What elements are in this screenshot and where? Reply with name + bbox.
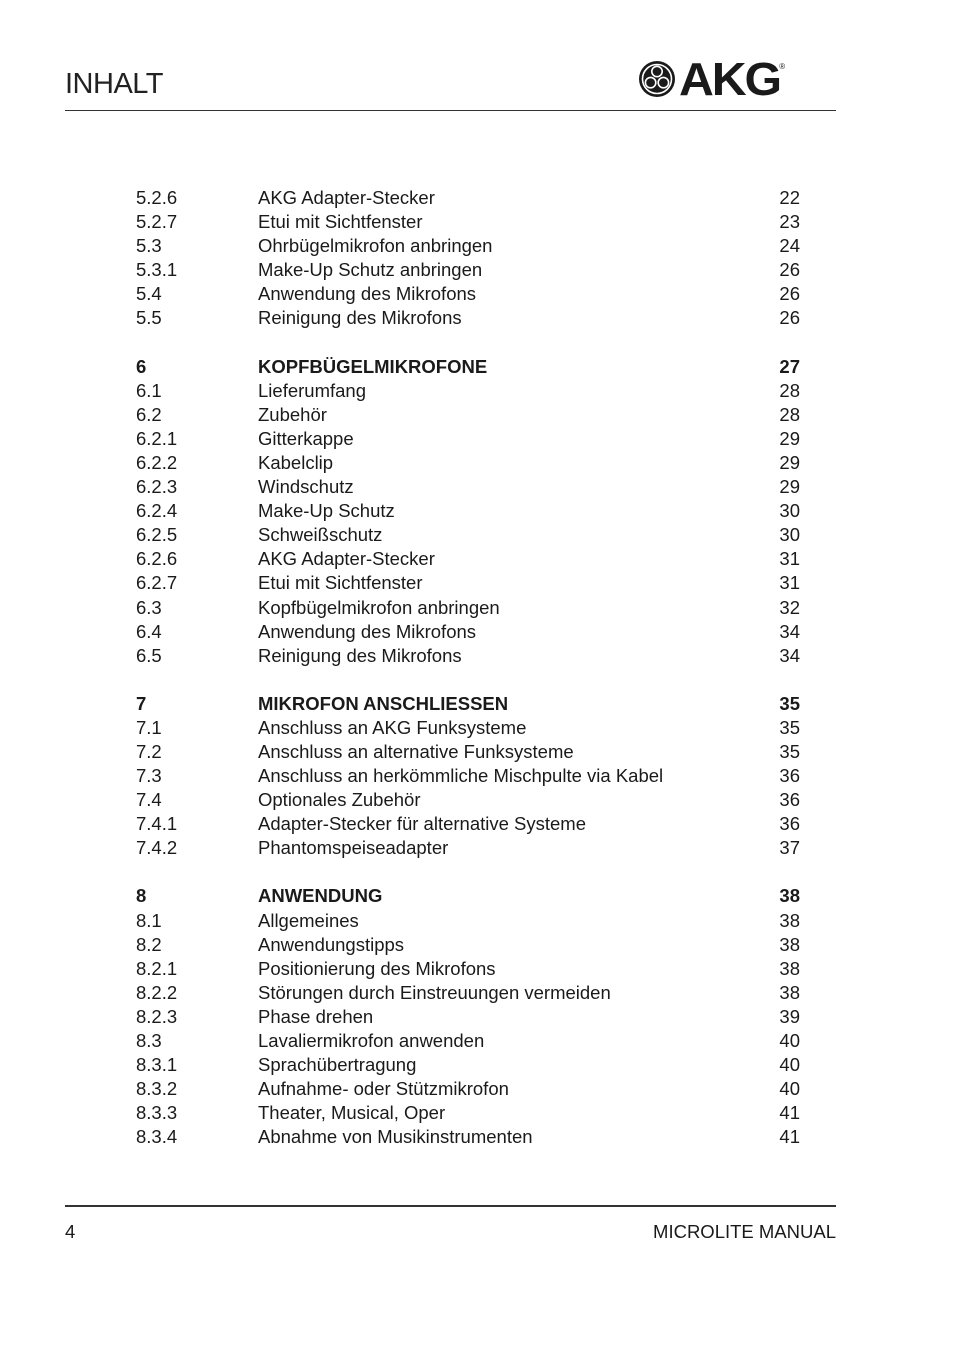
toc-entry-page: 29	[779, 451, 800, 473]
toc-entry-page: 38	[779, 885, 800, 907]
toc-entry-number: 6.2.6	[136, 548, 178, 570]
toc-entry-title: ANWENDUNG	[258, 885, 383, 907]
toc-row	[0, 1053, 954, 1077]
toc-entry-page: 30	[779, 500, 800, 522]
toc-row	[0, 620, 954, 644]
toc-entry-number: 8.3.3	[136, 1102, 178, 1124]
toc-row	[0, 1125, 954, 1149]
footer-divider	[65, 1205, 836, 1207]
toc-row	[0, 451, 954, 475]
toc-entry-page: 31	[779, 548, 800, 570]
toc-entry-page: 31	[779, 572, 800, 594]
toc-entry-page: 22	[779, 187, 800, 208]
toc-entry-title: Etui mit Sichtfenster	[258, 211, 423, 233]
toc-entry-number: 6.2.2	[136, 451, 178, 473]
toc-section-row	[0, 355, 954, 379]
toc-entry-title: Kopfbügelmikrofon anbringen	[258, 596, 500, 618]
toc-entry-number: 6.2.5	[136, 524, 178, 546]
toc-entry-title: Theater, Musical, Oper	[258, 1102, 446, 1124]
toc-entry-title: Phantomspeiseadapter	[258, 837, 449, 859]
toc-entry-page: 36	[779, 789, 800, 811]
toc-entry-page: 30	[779, 524, 800, 546]
toc-entry-number: 7.4.2	[136, 837, 178, 859]
toc-entry-number: 6.1	[136, 379, 162, 401]
toc-entry-page: 23	[779, 211, 800, 233]
toc-entry-title: Aufnahme- oder Stützmikrofon	[258, 1078, 509, 1100]
toc-entry-number: 6	[136, 355, 147, 377]
toc-entry-number: 7.4	[136, 789, 162, 811]
toc-row	[0, 427, 954, 451]
toc-entry-page: 38	[779, 957, 800, 979]
toc-entry-page: 38	[779, 933, 800, 955]
toc-entry-number: 5.4	[136, 283, 162, 305]
toc-entry-page: 29	[779, 427, 800, 449]
toc-entry-page: 26	[779, 307, 800, 329]
toc-entry-number: 8.3.4	[136, 1126, 178, 1148]
toc-row	[0, 909, 954, 933]
toc-entry-page: 38	[779, 909, 800, 931]
toc-entry-number: 6.4	[136, 620, 162, 642]
toc-entry-title: Make-Up Schutz	[258, 500, 395, 522]
toc-row	[0, 788, 954, 812]
toc-entry-page: 24	[779, 235, 800, 257]
logo-wordmark: AKG	[679, 53, 781, 105]
footer-page-number: 4	[65, 1221, 76, 1242]
toc-entry-page: 26	[779, 259, 800, 281]
toc-entry-number: 8.2	[136, 933, 162, 955]
toc-entry-title: Lieferumfang	[258, 379, 366, 401]
akg-emblem-icon	[638, 60, 676, 98]
toc-entry-title: Sprachübertragung	[258, 1054, 417, 1076]
toc-entry-title: Anwendung des Mikrofons	[258, 283, 477, 305]
toc-entry-page: 36	[779, 813, 800, 835]
toc-entry-page: 35	[779, 716, 800, 738]
toc-entry-page: 37	[779, 837, 800, 859]
toc-entry-title: Adapter-Stecker für alternative Systeme	[258, 813, 587, 835]
toc-entry-title: Reinigung des Mikrofons	[258, 644, 462, 666]
toc-entry-number: 5.2.7	[136, 211, 178, 233]
toc-entry-number: 6.2.4	[136, 500, 178, 522]
toc-entry-page: 29	[779, 476, 800, 498]
toc-entry-number: 8.1	[136, 909, 162, 931]
header-divider	[65, 110, 836, 111]
toc-entry-number: 7.4.1	[136, 813, 178, 835]
toc-entry-page: 32	[779, 596, 800, 618]
toc-entry-number: 5.2.6	[136, 187, 178, 208]
toc-row	[0, 475, 954, 499]
toc-entry-number: 6.2.1	[136, 427, 178, 449]
page-title: INHALT	[65, 68, 163, 100]
toc-row	[0, 1101, 954, 1125]
toc-row	[0, 1005, 954, 1029]
toc-entry-title: Reinigung des Mikrofons	[258, 307, 462, 329]
toc-entry-page: 34	[779, 644, 800, 666]
toc-entry-title: Optionales Zubehör	[258, 789, 421, 811]
toc-entry-title: Make-Up Schutz anbringen	[258, 259, 483, 281]
toc-section-row	[0, 884, 954, 908]
toc-entry-number: 5.3.1	[136, 259, 178, 281]
toc-entry-number: 6.2	[136, 403, 162, 425]
toc-entry-number: 8.2.1	[136, 957, 178, 979]
toc-entry-page: 41	[779, 1126, 800, 1148]
toc-entry-page: 40	[779, 1054, 800, 1076]
toc-row	[0, 812, 954, 836]
toc-row	[0, 523, 954, 547]
toc-entry-number: 7.1	[136, 716, 162, 738]
akg-logo	[638, 53, 786, 105]
toc-entry-number: 6.2.7	[136, 572, 178, 594]
toc-entry-number: 8.3	[136, 1030, 162, 1051]
toc-entry-title: Anschluss an herkömmliche Mischpulte via Kabel	[258, 765, 664, 787]
toc-entry-title: AKG Adapter-Stecker	[258, 187, 435, 208]
toc-entry-title: Abnahme von Musikinstrumenten	[258, 1126, 533, 1148]
toc-entry-title: Ohrbügelmikrofon anbringen	[258, 235, 493, 257]
toc-entry-title: KOPFBÜGELMIKROFONE	[258, 355, 488, 377]
toc-entry-number: 8.3.2	[136, 1078, 178, 1100]
toc-entry-page: 40	[779, 1030, 800, 1051]
toc-row	[0, 933, 954, 957]
toc-entry-number: 8	[136, 885, 147, 907]
toc-row	[0, 1077, 954, 1101]
toc-row	[0, 764, 954, 788]
toc-entry-page: 35	[779, 740, 800, 762]
toc-row	[0, 716, 954, 740]
toc-row	[0, 379, 954, 403]
toc-entry-title: Etui mit Sichtfenster	[258, 572, 423, 594]
toc-entry-title: Lavaliermikrofon anwenden	[258, 1030, 485, 1051]
toc-entry-title: Anschluss an AKG Funksysteme	[258, 716, 527, 738]
toc-entry-page: 34	[779, 620, 800, 642]
toc-entry-title: Phase drehen	[258, 1005, 374, 1027]
toc-entry-title: Schweißschutz	[258, 524, 383, 546]
toc-entry-page: 36	[779, 765, 800, 787]
toc-entry-number: 8.2.2	[136, 981, 178, 1003]
toc-row	[0, 981, 954, 1005]
toc-entry-page: 40	[779, 1078, 800, 1100]
toc-entry-page: 28	[779, 379, 800, 401]
toc-entry-title: Gitterkappe	[258, 427, 354, 449]
toc-entry-title: AKG Adapter-Stecker	[258, 548, 435, 570]
toc-row	[0, 1029, 954, 1053]
toc-row	[0, 306, 954, 330]
toc-entry-title: Kabelclip	[258, 451, 334, 473]
toc-row	[0, 740, 954, 764]
toc-entry-number: 7.3	[136, 765, 162, 787]
registered-mark: ®	[779, 62, 786, 71]
toc-entry-number: 8.2.3	[136, 1005, 178, 1027]
toc-row	[0, 596, 954, 620]
toc-row	[0, 836, 954, 860]
toc-entry-title: Positionierung des Mikrofons	[258, 957, 496, 979]
toc-entry-title: Zubehör	[258, 403, 327, 425]
toc-entry-page: 27	[779, 355, 800, 377]
toc-entry-number: 6.5	[136, 644, 162, 666]
toc-entry-page: 38	[779, 981, 800, 1003]
toc-entry-title: Anschluss an alternative Funksysteme	[258, 740, 574, 762]
toc-entry-page: 35	[779, 692, 800, 714]
toc-entry-title: Störungen durch Einstreuungen vermeiden	[258, 981, 611, 1003]
toc-row	[0, 547, 954, 571]
toc-entry-number: 5.5	[136, 307, 162, 329]
toc-section-row	[0, 692, 954, 716]
toc-row	[0, 210, 954, 234]
toc-entry-number: 6.3	[136, 596, 162, 618]
toc-entry-title: Windschutz	[258, 476, 354, 498]
toc-entry-number: 7	[136, 692, 147, 714]
toc-entry-number: 8.3.1	[136, 1054, 178, 1076]
toc-row	[0, 403, 954, 427]
toc-entry-page: 28	[779, 403, 800, 425]
toc-entry-number: 5.3	[136, 235, 162, 257]
toc-entry-page: 39	[779, 1005, 800, 1027]
toc-entry-title: Allgemeines	[258, 909, 359, 931]
toc-entry-number: 7.2	[136, 740, 162, 762]
toc-row	[0, 282, 954, 306]
toc-entry-page: 41	[779, 1102, 800, 1124]
toc-row	[0, 499, 954, 523]
toc-row	[0, 234, 954, 258]
toc-row	[0, 571, 954, 595]
toc-row	[0, 957, 954, 981]
toc-entry-title: Anwendungstipps	[258, 933, 405, 955]
toc-entry-title: MIKROFON ANSCHLIESSEN	[258, 692, 509, 714]
toc-row	[0, 258, 954, 282]
toc-entry-page: 26	[779, 283, 800, 305]
table-of-contents	[0, 186, 954, 1149]
toc-row	[0, 644, 954, 668]
footer-manual-title: MICROLITE MANUAL	[653, 1221, 836, 1242]
toc-entry-title: Anwendung des Mikrofons	[258, 620, 477, 642]
toc-entry-number: 6.2.3	[136, 476, 178, 498]
toc-row	[0, 186, 954, 210]
